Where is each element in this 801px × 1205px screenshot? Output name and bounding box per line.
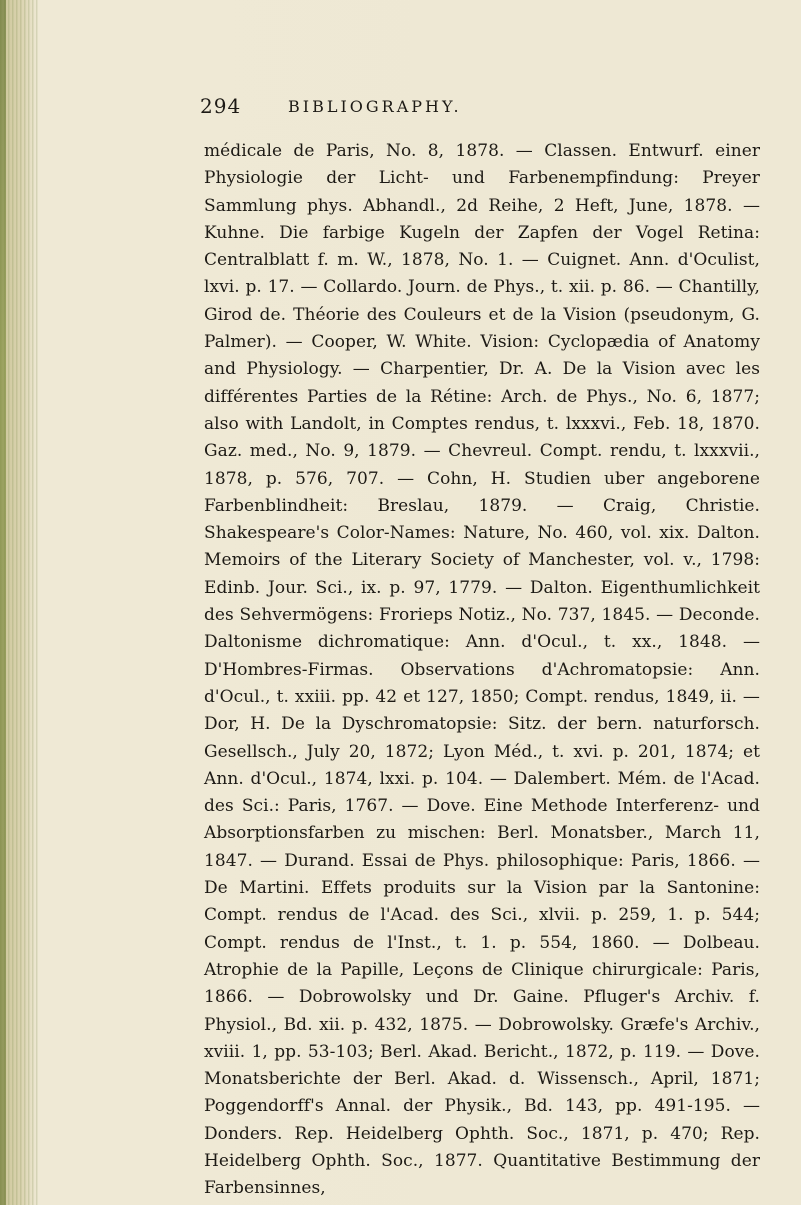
running-head: BIBLIOGRAPHY. xyxy=(288,97,462,116)
page-header xyxy=(200,94,760,122)
binding-edge xyxy=(0,0,6,1205)
bibliography-paragraph: médicale de Paris, No. 8, 1878. — Classen. Entwurf. einer Physiologie der Licht- und Farbenempfindung: Preyer Sammlung phys. Abhandl., 2d Reihe, 2 Heft, June, 1878. — Kuhne. Die farbige Kugeln der Zapfen der Vogel Retina: Centralblatt f. m. W., 1878, No. 1. — Cuignet. Ann. d'Oculist, lxvi. p. 17. — Collardo. Journ. de Phys., t. xii. p. 86. — Chantilly, Girod de. Théorie des Couleurs et de la Vision (pseudonym, G. Palmer). — Cooper, W. White. Vision: Cyclopædia of Anatomy and Physiology. — Charpentier, Dr. A. De la Vision avec les différentes Parties de la Rétine: Arch. de Phys., No. 6, 1877; also with Landolt, in Comptes rendus, t. lxxxvi., Feb. 18, 1870. Gaz. med., No. 9, 1879. — Chevreul. Compt. rendu, t. lxxxvii., 1878, p. 576, 707. — Cohn, H. Studien uber angeborene Farbenblindheit: Breslau, 1879. — Craig, Christie. Shakespeare's Color-Names: Nature, No. 460, vol. xix. Dalton. Memoirs of the Literary Society of Manchester, vol. v., 1798: Edinb. Jour. Sci., ix. p. 97, 1779. — Dalton. Eigenthumlichkeit des Sehvermögens: Frorieps Notiz., No. 737, 1845. — Deconde. Daltonisme dichromatique: Ann. d'Ocul., t. xx., 1848. — D'Hombres-Firmas. Observations d'Achromatopsie: Ann. d'Ocul., t. xxiii. pp. 42 et 127, 1850; Compt. rendus, 1849, ii. — Dor, H. De la Dyschromatopsie: Sitz. der bern. naturforsch. Gesellsch., July 20, 1872; Lyon Méd., t. xvi. p. 201, 1874; et Ann. d'Ocul., 1874, lxxi. p. 104. — Dalembert. Mém. de l'Acad. des Sci.: Paris, 1767. — Dove. Eine Methode Interferenz- und Absorptionsfarben zu mischen: Berl. Monatsber., March 11, 1847. — Durand. Essai de Phys. philosophique: Paris, 1866. — De Martini. Effets produits sur la Vision par la Santonine: Compt. rendus de l'Acad. des Sci., xlvii. p. 259, 1. p. 544; Compt. rendus de l'Inst., t. 1. p. 554, 1860. — Dolbeau. Atrophie de la Papille, Leçons de Clinique chirurgicale: Paris, 1866. — Dobrowolsky und Dr. Gaine. Pfluger's Archiv. f. Physiol., Bd. xii. p. 432, 1875. — Dobrowolsky. Græfe's Archiv., xviii. 1, pp. 53-103; Berl. Akad. Bericht., 1872, p. 119. — Dove. Monatsberichte der Berl. Akad. d. Wissensch., April, 1871; Poggendorff's Annal. der Physik., Bd. 143, pp. 491-195. — Donders. Rep. Heidelberg Ophth. Soc., 1871, p. 470; Rep. Heidelberg Ophth. Soc., 1877. Quantitative Bestimmung der Farbensinnes, xyxy=(204,141,760,1199)
bibliography-text-block xyxy=(204,138,760,1203)
page-number: 294 xyxy=(200,94,242,118)
